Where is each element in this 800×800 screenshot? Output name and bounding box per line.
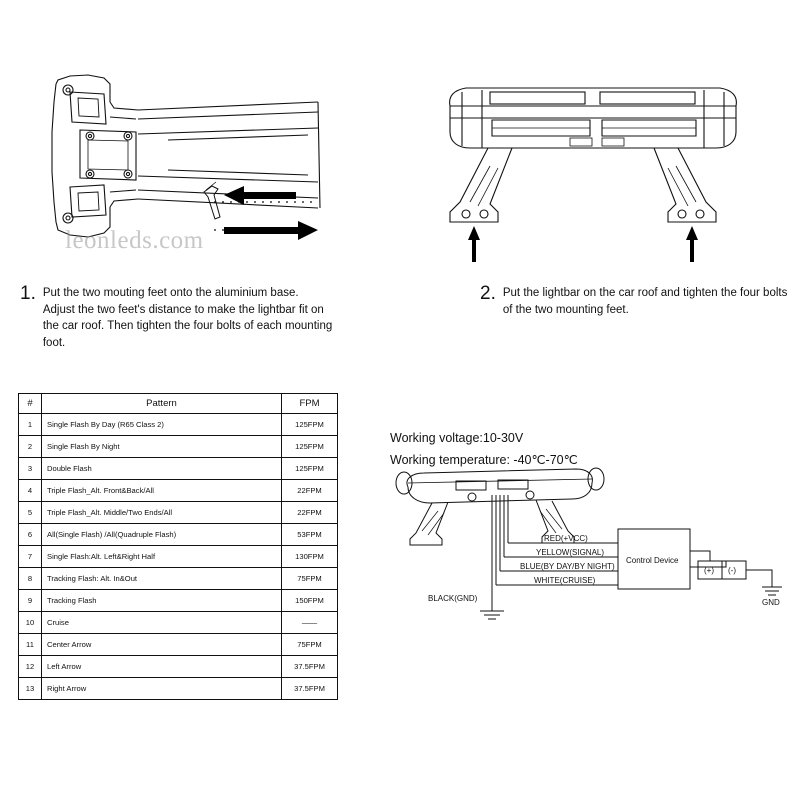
cell-fpm: 37.5FPM	[282, 678, 338, 700]
cell-pattern: Single Flash By Day (R65 Class 2)	[42, 414, 282, 436]
cell-pattern: Triple Flash_Alt. Middle/Two Ends/All	[42, 502, 282, 524]
table-row	[19, 612, 338, 634]
table-row	[19, 458, 338, 480]
step-2	[480, 285, 793, 318]
cell-fpm: 125FPM	[282, 458, 338, 480]
cell-index: 7	[19, 546, 42, 568]
col-header-fpm: FPM	[282, 394, 338, 414]
cell-index: 13	[19, 678, 42, 700]
cell-fpm: 22FPM	[282, 502, 338, 524]
figure-mounting-feet-top-view	[18, 62, 338, 262]
table-row	[19, 414, 338, 436]
cell-fpm: 53FPM	[282, 524, 338, 546]
cell-fpm: ——	[282, 612, 338, 634]
cell-pattern: Cruise	[42, 612, 282, 634]
cell-pattern: Double Flash	[42, 458, 282, 480]
cell-fpm: 22FPM	[282, 480, 338, 502]
battery-plus-label: (+)	[704, 566, 714, 575]
table-row	[19, 436, 338, 458]
cell-pattern: Right Arrow	[42, 678, 282, 700]
cell-pattern: Tracking Flash	[42, 590, 282, 612]
working-temperature-label: Working temperature: -40℃-70℃	[390, 453, 578, 467]
cell-index: 8	[19, 568, 42, 590]
flash-pattern-table	[18, 393, 338, 700]
cell-index: 5	[19, 502, 42, 524]
wire-label-white: WHITE(CRUISE)	[534, 576, 596, 585]
cell-fpm: 37.5FPM	[282, 656, 338, 678]
wire-label-blue: BLUE(BY DAY/BY NIGHT)	[520, 562, 615, 571]
cell-index: 11	[19, 634, 42, 656]
cell-index: 6	[19, 524, 42, 546]
wiring-diagram	[380, 425, 790, 675]
table-row	[19, 634, 338, 656]
step-2-text: Put the lightbar on the car roof and tighten the four bolts of the two mounting feet.	[502, 287, 788, 316]
cell-pattern: All(Single Flash) /All(Quadruple Flash)	[42, 524, 282, 546]
cell-index: 3	[19, 458, 42, 480]
battery-minus-label: (-)	[728, 566, 736, 575]
wire-label-red: RED(+VCC)	[544, 534, 588, 543]
cell-fpm: 150FPM	[282, 590, 338, 612]
cell-index: 12	[19, 656, 42, 678]
table-row	[19, 590, 338, 612]
cell-pattern: Single Flash By Night	[42, 436, 282, 458]
cell-fpm: 125FPM	[282, 414, 338, 436]
table-row	[19, 656, 338, 678]
cell-index: 9	[19, 590, 42, 612]
cell-index: 1	[19, 414, 42, 436]
col-header-index: #	[19, 394, 42, 414]
cell-fpm: 75FPM	[282, 634, 338, 656]
step-2-number: 2.	[480, 283, 496, 304]
step-1	[20, 285, 333, 351]
wire-label-yellow: YELLOW(SIGNAL)	[536, 548, 605, 557]
cell-pattern: Left Arrow	[42, 656, 282, 678]
table-row	[19, 502, 338, 524]
cell-fpm: 125FPM	[282, 436, 338, 458]
table-row	[19, 524, 338, 546]
cell-index: 4	[19, 480, 42, 502]
working-voltage-label: Working voltage:10-30V	[390, 431, 524, 445]
table-row	[19, 568, 338, 590]
cell-index: 2	[19, 436, 42, 458]
step-1-number: 1.	[20, 283, 36, 304]
col-header-pattern: Pattern	[42, 394, 282, 414]
figure-lightbar-on-roof	[420, 62, 770, 262]
wire-label-black: BLACK(GND)	[428, 594, 478, 603]
cell-pattern: Center Arrow	[42, 634, 282, 656]
cell-fpm: 130FPM	[282, 546, 338, 568]
control-device-label: Control Device	[626, 556, 679, 565]
table-row	[19, 678, 338, 700]
cell-pattern: Triple Flash_Alt. Front&Back/All	[42, 480, 282, 502]
cell-pattern: Single Flash:Alt. Left&Right Half	[42, 546, 282, 568]
cell-fpm: 75FPM	[282, 568, 338, 590]
table-row	[19, 480, 338, 502]
watermark: leonleds.com	[65, 227, 204, 254]
cell-index: 10	[19, 612, 42, 634]
step-1-text: Put the two mouting feet onto the aluminium base. Adjust the two feet's distance to make the lightbar fit on the car roof. Then tighten the four bolts of each mounting foot.	[42, 287, 333, 349]
table-header-row	[19, 394, 338, 414]
cell-pattern: Tracking Flash: Alt. In&Out	[42, 568, 282, 590]
table-row	[19, 546, 338, 568]
gnd-label: GND	[762, 598, 780, 607]
